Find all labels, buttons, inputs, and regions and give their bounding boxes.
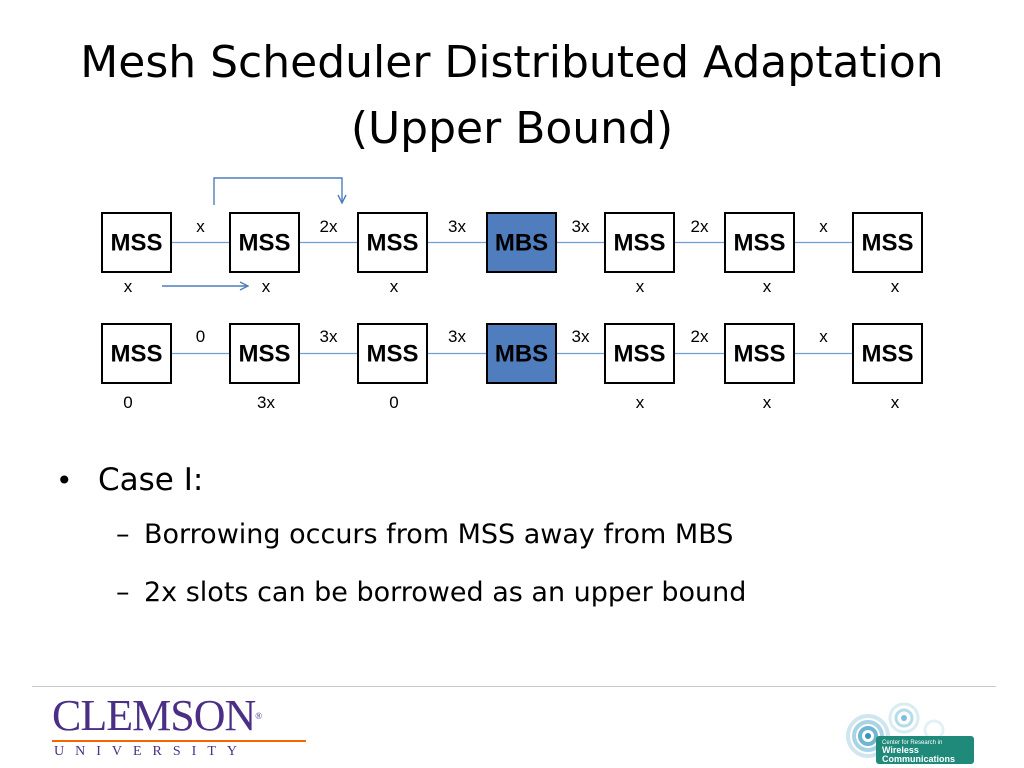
node-slot-label: 0 <box>123 393 133 412</box>
node-label: MSS <box>613 340 666 368</box>
title-line-1: Mesh Scheduler Distributed Adaptation <box>80 37 944 88</box>
crwc-logo <box>846 700 976 766</box>
node-slot-label: 3x <box>257 393 275 412</box>
node-slot-label: x <box>123 277 133 296</box>
node-label: MSS <box>110 229 163 257</box>
link-label: 3x <box>571 217 590 236</box>
link-label: x <box>819 327 828 346</box>
bullet-dot: • <box>56 463 73 497</box>
link-label: 3x <box>448 327 466 346</box>
title-line-2: (Upper Bound) <box>350 103 674 154</box>
node-slot-label: x <box>762 277 772 296</box>
node-label: MSS <box>238 340 291 368</box>
link-label: 3x <box>319 327 338 346</box>
node-label: MSS <box>733 229 786 257</box>
node-label: MSS <box>613 229 666 257</box>
sub-bullet-2-text: 2x slots can be borrowed as an upper bound <box>144 576 747 608</box>
bullet-case-text: Case I: <box>98 462 204 498</box>
link-label: x <box>196 217 205 236</box>
crwc-line-2: Wireless <box>882 745 919 755</box>
node-slot-label: x <box>389 277 399 296</box>
node-label: MSS <box>366 229 419 257</box>
crwc-line-1: Center for Research in <box>882 740 943 746</box>
node-label: MSS <box>733 340 786 368</box>
crwc-line-3: Communications <box>882 754 956 764</box>
node-label: MSS <box>110 340 163 368</box>
node-slot-label: 0 <box>389 393 399 412</box>
node-label: MSS <box>861 229 914 257</box>
link-label: x <box>819 217 828 236</box>
link-label: 0 <box>195 327 206 346</box>
link-label: 2x <box>690 327 709 346</box>
link-label: 3x <box>571 327 590 346</box>
node-label: MSS <box>861 340 914 368</box>
logo-wordmark: CLEMSON <box>52 691 256 740</box>
footer-divider <box>32 686 996 687</box>
clemson-logo: CLEMSON® UNIVERSITY <box>52 694 322 764</box>
node-slot-label: x <box>635 393 645 412</box>
node-label: MSS <box>366 340 419 368</box>
link-label: 2x <box>690 217 709 236</box>
logo-subtitle: UNIVERSITY <box>52 740 306 760</box>
node-slot-label: x <box>890 277 900 296</box>
borrow-arrow-top <box>214 178 342 205</box>
dash: – <box>116 576 130 608</box>
node-slot-label: x <box>635 277 645 296</box>
bullet-list <box>56 455 746 621</box>
node-label: MBS <box>494 340 549 368</box>
sub-bullet-1 <box>56 505 746 563</box>
sub-bullet-1-text: Borrowing occurs from MSS away from MBS <box>144 518 734 550</box>
node-label: MSS <box>238 229 291 257</box>
link-label: 3x <box>448 217 466 236</box>
node-slot-label: x <box>261 277 271 296</box>
node-slot-label: x <box>762 393 772 412</box>
node-label: MBS <box>494 229 549 257</box>
dash: – <box>116 518 130 550</box>
bullet-case <box>56 455 746 505</box>
link-label: 2x <box>319 217 338 236</box>
node-slot-label: x <box>890 393 900 412</box>
sub-bullet-2 <box>56 563 746 621</box>
